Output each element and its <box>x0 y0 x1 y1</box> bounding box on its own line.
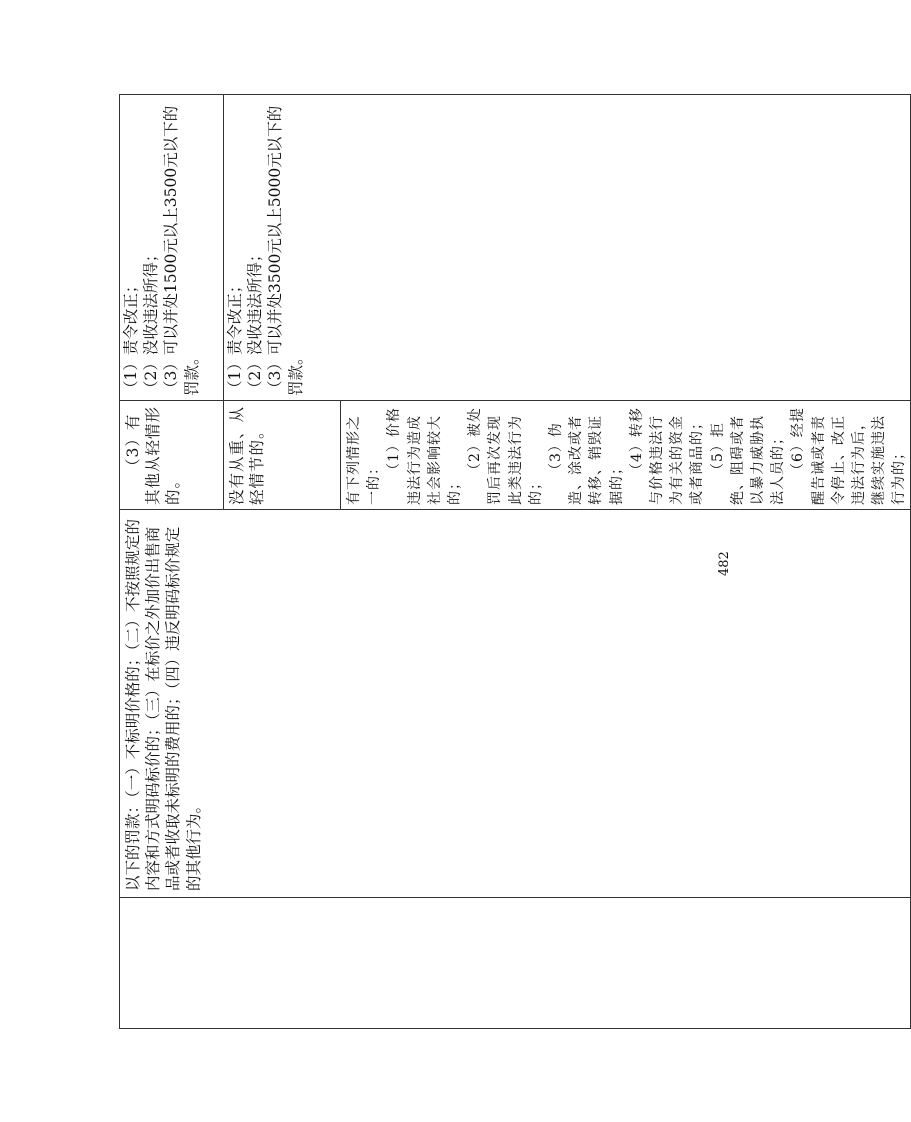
circumstance-text: （3）有其他从轻情形的。 <box>124 405 183 505</box>
action-item: （2）没收违法所得； <box>142 246 161 396</box>
penalty-provision-cell <box>120 510 911 898</box>
circumstance-item: （3）伪造、涂改或者转移、销毁证据的； <box>548 415 625 505</box>
circumstance-item: （5）拒绝、阻碍或者以暴力威胁执法人员的； <box>709 415 787 505</box>
circumstance-intro: 有下列情形之一的： <box>346 415 383 505</box>
circumstance-cell <box>224 401 341 510</box>
circumstance-cell <box>120 401 224 510</box>
action-item: （1）责令改正； <box>226 277 244 396</box>
circumstance-text: 没有从重、从轻情节的。 <box>228 405 267 505</box>
page-number: 482 <box>717 551 732 576</box>
table-row <box>120 95 224 1029</box>
action-item: （3）可以并处1500元以上3500元以下的罚款。 <box>162 105 201 396</box>
circumstance-item: （2）被处罚后再次发现此类违法行为的； <box>467 407 544 505</box>
action-item: （3）可以并处3500元以上5000元以下的罚款。 <box>266 105 305 396</box>
circumstance-item: （4）转移与价格违法行为有关的资金或者商品的； <box>628 407 706 505</box>
action-item: （2）没收违法所得； <box>246 246 265 396</box>
action-cell <box>120 95 224 401</box>
penalty-standard-table <box>119 94 911 1029</box>
empty-cell <box>120 898 911 1029</box>
circumstance-item: （6）经提醒告诫或者责令停止、改正违法行为后，继续实施违法行为的； <box>790 407 908 505</box>
circumstance-cell <box>341 401 911 510</box>
circumstance-item: （1）价格违法行为造成社会影响较大的； <box>386 407 464 505</box>
action-cell <box>224 95 911 401</box>
penalty-provision-text: 以下的罚款：（一）不标明价格的；（二）不按照规定的内容和方式明码标价的；（三）在标价之外加价出售商品或者收取未标明的费用的；（四）违反明码标价规定的其他行为。 <box>124 518 203 891</box>
action-item: （1）责令改正； <box>122 277 140 396</box>
